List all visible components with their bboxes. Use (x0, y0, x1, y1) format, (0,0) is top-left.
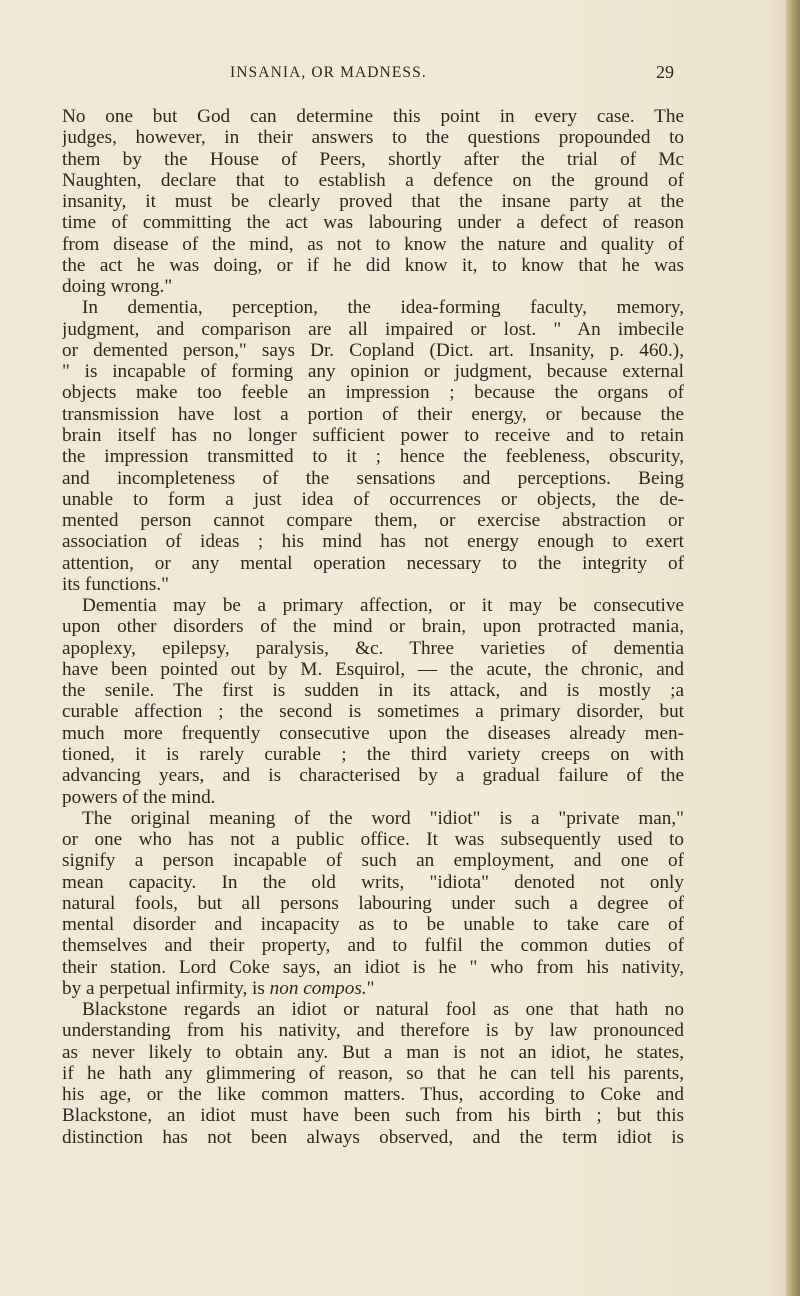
text-line: In dementia, perception, the idea-forming faculty, memory, (82, 297, 684, 319)
text-line: much more frequently consecutive upon the diseases already men- (62, 722, 684, 744)
page-header (62, 62, 674, 90)
text-line: if he hath any glimmering of reason, so that he can tell his parents, (62, 1062, 684, 1084)
text-line: themselves and their property, and to fulfil the common duties of (62, 935, 684, 957)
text-line: natural fools, but all persons labouring under such a degree of (62, 892, 684, 914)
text-line: judges, however, in their answers to the questions propounded to (62, 127, 684, 149)
text-line: doing wrong." (62, 276, 173, 298)
text-line: apoplexy, epilepsy, paralysis, &c. Three varieties of dementia (62, 637, 684, 659)
text-line: or demented person," says Dr. Copland (Dict. art. Insanity, p. 460.), (62, 339, 684, 361)
italic-phrase: non compos. (269, 977, 367, 999)
text-line: attention, or any mental operation necessary to the integrity of (62, 552, 684, 574)
text-line: the senile. The first is sudden in its attack, and is mostly ;a (62, 680, 684, 702)
text-line: as never likely to obtain any. But a man is not an idiot, he states, (62, 1041, 684, 1063)
text-line: have been pointed out by M. Esquirol, — the acute, the chronic, and (62, 658, 684, 680)
text-line: understanding from his nativity, and therefore is by law pronounced (62, 1020, 684, 1042)
text-line: or one who has not a public office. It was subsequently used to (62, 829, 684, 851)
text-line: Blackstone, an idiot must have been such from his birth ; but this (62, 1105, 684, 1127)
text-line: objects make too feeble an impression ; because the organs of (62, 382, 684, 404)
text-line: unable to form a just idea of occurrences or objects, the de- (62, 488, 684, 510)
text-line: " is incapable of forming any opinion or judgment, because external (62, 361, 684, 383)
text-line: brain itself has no longer sufficient power to receive and to retain (62, 424, 684, 446)
text-line: Dementia may be a primary affection, or it may be consecutive (82, 595, 684, 617)
text-line: advancing years, and is characterised by a gradual failure of the (62, 765, 684, 787)
text-line: Naughten, declare that to establish a defence on the ground of (62, 169, 684, 191)
text-line: The original meaning of the word "idiot" is a "private man," (82, 807, 684, 829)
text-line: and incompleteness of the sensations and perceptions. Being (62, 467, 684, 489)
text-line: its functions." (62, 573, 169, 595)
text-line: powers of the mind. (62, 786, 216, 808)
text-line: upon other disorders of the mind or brain, upon protracted mania, (62, 616, 684, 638)
text-line: association of ideas ; his mind has not energy enough to exert (62, 531, 684, 553)
page-number: 29 (656, 62, 674, 82)
text-line: the act he was doing, or if he did know it, to know that he was (62, 254, 684, 276)
text-line: No one but God can determine this point in every case. The (62, 106, 684, 127)
text-line: mean capacity. In the old writs, "idiota" denoted not only (62, 871, 684, 893)
text-line: tioned, it is rarely curable ; the third variety creeps on with (62, 743, 684, 765)
text-line: them by the House of Peers, shortly after the trial of Mc (62, 148, 684, 170)
text-line: by a perpetual infirmity, is non compos." (62, 977, 375, 999)
text-line: signify a person incapable of such an employment, and one of (62, 850, 684, 872)
text-line: distinction has not been always observed, and the term idiot is (62, 1126, 684, 1148)
running-head: INSANIA, OR MADNESS. (230, 64, 427, 81)
text-line: from disease of the mind, as not to know the nature and quality of (62, 233, 684, 255)
text-line: judgment, and comparison are all impaired or lost. " An imbecile (62, 318, 684, 340)
text-line: transmission have lost a portion of their energy, or because the (62, 403, 684, 425)
page-edge (786, 0, 800, 1296)
text-line: mental disorder and incapacity as to be unable to take care of (62, 914, 684, 936)
text-line: his age, or the like common matters. Thus, according to Coke and (62, 1084, 684, 1106)
text-line: time of committing the act was labouring under a defect of reason (62, 212, 684, 234)
text-line: their station. Lord Coke says, an idiot is he " who from his nativity, (62, 956, 684, 978)
text-line: mented person cannot compare them, or exercise abstraction or (62, 510, 684, 532)
text-line: insanity, it must be clearly proved that the insane party at the (62, 191, 684, 213)
text-line: Blackstone regards an idiot or natural fool as one that hath no (82, 999, 684, 1021)
text-line: the impression transmitted to it ; hence the feebleness, obscurity, (62, 446, 684, 468)
body-text (62, 106, 684, 1148)
text-line: curable affection ; the second is sometimes a primary disorder, but (62, 701, 684, 723)
